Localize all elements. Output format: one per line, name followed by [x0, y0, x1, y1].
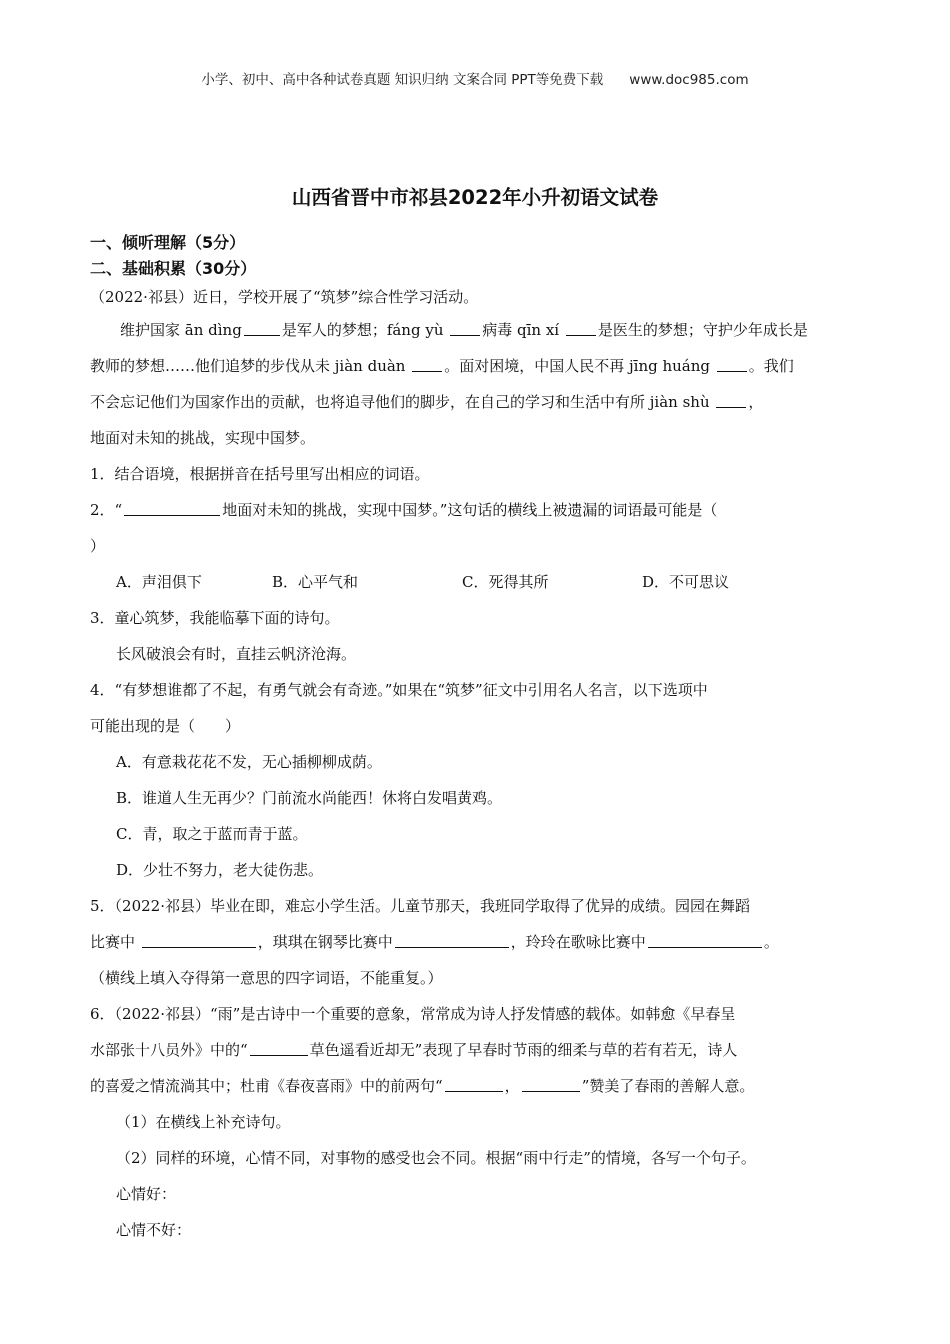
- question-6-sub-1: （1）在横线上补充诗句。: [116, 1113, 291, 1131]
- mood-bad-label: 心情不好：: [116, 1221, 192, 1239]
- question-5: 5．（2022·祁县）毕业在即，难忘小学生活。儿童节那天，我班同学取得了优异的成绩。园园在舞蹈: [90, 897, 750, 915]
- page-title: 山西省晋中市祁县2022年小升初语文试卷: [291, 186, 659, 209]
- question-4-line-2: 可能出现的是（ ）: [90, 717, 241, 735]
- blank[interactable]: [445, 1077, 503, 1092]
- mood-good-label: 心情好：: [116, 1185, 177, 1203]
- blank[interactable]: [522, 1077, 580, 1092]
- question-2-paren: ）: [90, 537, 106, 555]
- passage-line-2: 教师的梦想……他们追梦的步伐从未 jiàn duàn 。面对困境，中国人民不再 jīng huáng 。我们: [90, 357, 794, 375]
- passage-line-4: 地面对未知的挑战，实现中国梦。: [90, 429, 316, 447]
- question-2: 2．“ 地面对未知的挑战，实现中国梦。”这句话的横线上被遗漏的词语最可能是（: [90, 501, 718, 519]
- blank[interactable]: [716, 393, 746, 408]
- question-3-poem: 长风破浪会有时，直挂云帆济沧海。: [116, 645, 357, 663]
- q4-option-b[interactable]: B．谁道人生无再少？门前流水尚能西！休将白发唱黄鸡。: [116, 789, 503, 807]
- section-1-heading: 一、倾听理解（5分）: [90, 233, 246, 252]
- blank[interactable]: [142, 933, 256, 948]
- option-b[interactable]: B．心平气和: [272, 573, 359, 591]
- passage-line-1: 维护国家 ān dìng 是军人的梦想；fáng yù 病毒 qīn xí 是医生的梦想；守护少年成长是: [120, 321, 808, 339]
- question-1: 1．结合语境，根据拼音在括号里写出相应的词语。: [90, 465, 430, 483]
- passage-line-3: 不会忘记他们为国家作出的贡献，也将追寻他们的脚步，在自己的学习和生活中有所 jiàn shù ，: [90, 393, 764, 411]
- blank[interactable]: [395, 933, 509, 948]
- blank[interactable]: [566, 321, 596, 336]
- blank[interactable]: [244, 321, 280, 336]
- question-5-line-2: 比赛中 ，琪琪在钢琴比赛中 ，玲玲在歌咏比赛中 。: [90, 933, 779, 951]
- blank[interactable]: [412, 357, 442, 372]
- question-6: 6．（2022·祁县）“雨”是古诗中一个重要的意象，常常成为诗人抒发情感的载体。如韩愈《早春呈: [90, 1005, 736, 1023]
- blank[interactable]: [648, 933, 762, 948]
- header-text: 小学、初中、高中各种试卷真题 知识归纳 文案合同 PPT等免费下载: [201, 72, 604, 88]
- option-d[interactable]: D．不可思议: [642, 573, 730, 591]
- option-c[interactable]: C．死得其所: [462, 573, 549, 591]
- blank[interactable]: [124, 501, 220, 516]
- question-5-note: （横线上填入夺得第一意思的四字词语，不能重复。）: [90, 969, 443, 987]
- question-6-sub-2: （2）同样的环境，心情不同，对事物的感受也会不同。根据“雨中行走”的情境，各写一个句子。: [116, 1149, 756, 1167]
- exam-content: [90, 230, 866, 1248]
- intro-line: （2022·祁县）近日，学校开展了“筑梦”综合性学习活动。: [90, 288, 479, 306]
- header-url[interactable]: www.doc985.com: [629, 72, 749, 88]
- question-6-line-2: 水部张十八员外》中的“ 草色遥看近却无”表现了早春时节雨的细柔与草的若有若无，诗人: [90, 1041, 738, 1059]
- question-6-line-3: 的喜爱之情流淌其中；杜甫《春夜喜雨》中的前两句“ ， ”赞美了春雨的善解人意。: [90, 1077, 755, 1095]
- page-header: [0, 68, 950, 88]
- q4-option-a[interactable]: A．有意栽花花不发，无心插柳柳成荫。: [116, 753, 382, 771]
- q4-option-c[interactable]: C．青，取之于蓝而青于蓝。: [116, 825, 308, 843]
- q4-option-d[interactable]: D．少壮不努力，老大徒伤悲。: [116, 861, 324, 879]
- blank[interactable]: [717, 357, 747, 372]
- blank[interactable]: [250, 1041, 308, 1056]
- option-a[interactable]: A．声泪俱下: [116, 573, 202, 591]
- section-2-heading: 二、基础积累（30分）: [90, 259, 257, 278]
- question-2-options: [90, 564, 866, 600]
- blank[interactable]: [450, 321, 480, 336]
- question-3: 3．童心筑梦，我能临摹下面的诗句。: [90, 609, 340, 627]
- question-4: 4．“有梦想谁都了不起，有勇气就会有奇迹。”如果在“筑梦”征文中引用名人名言，以下选项中: [90, 681, 708, 699]
